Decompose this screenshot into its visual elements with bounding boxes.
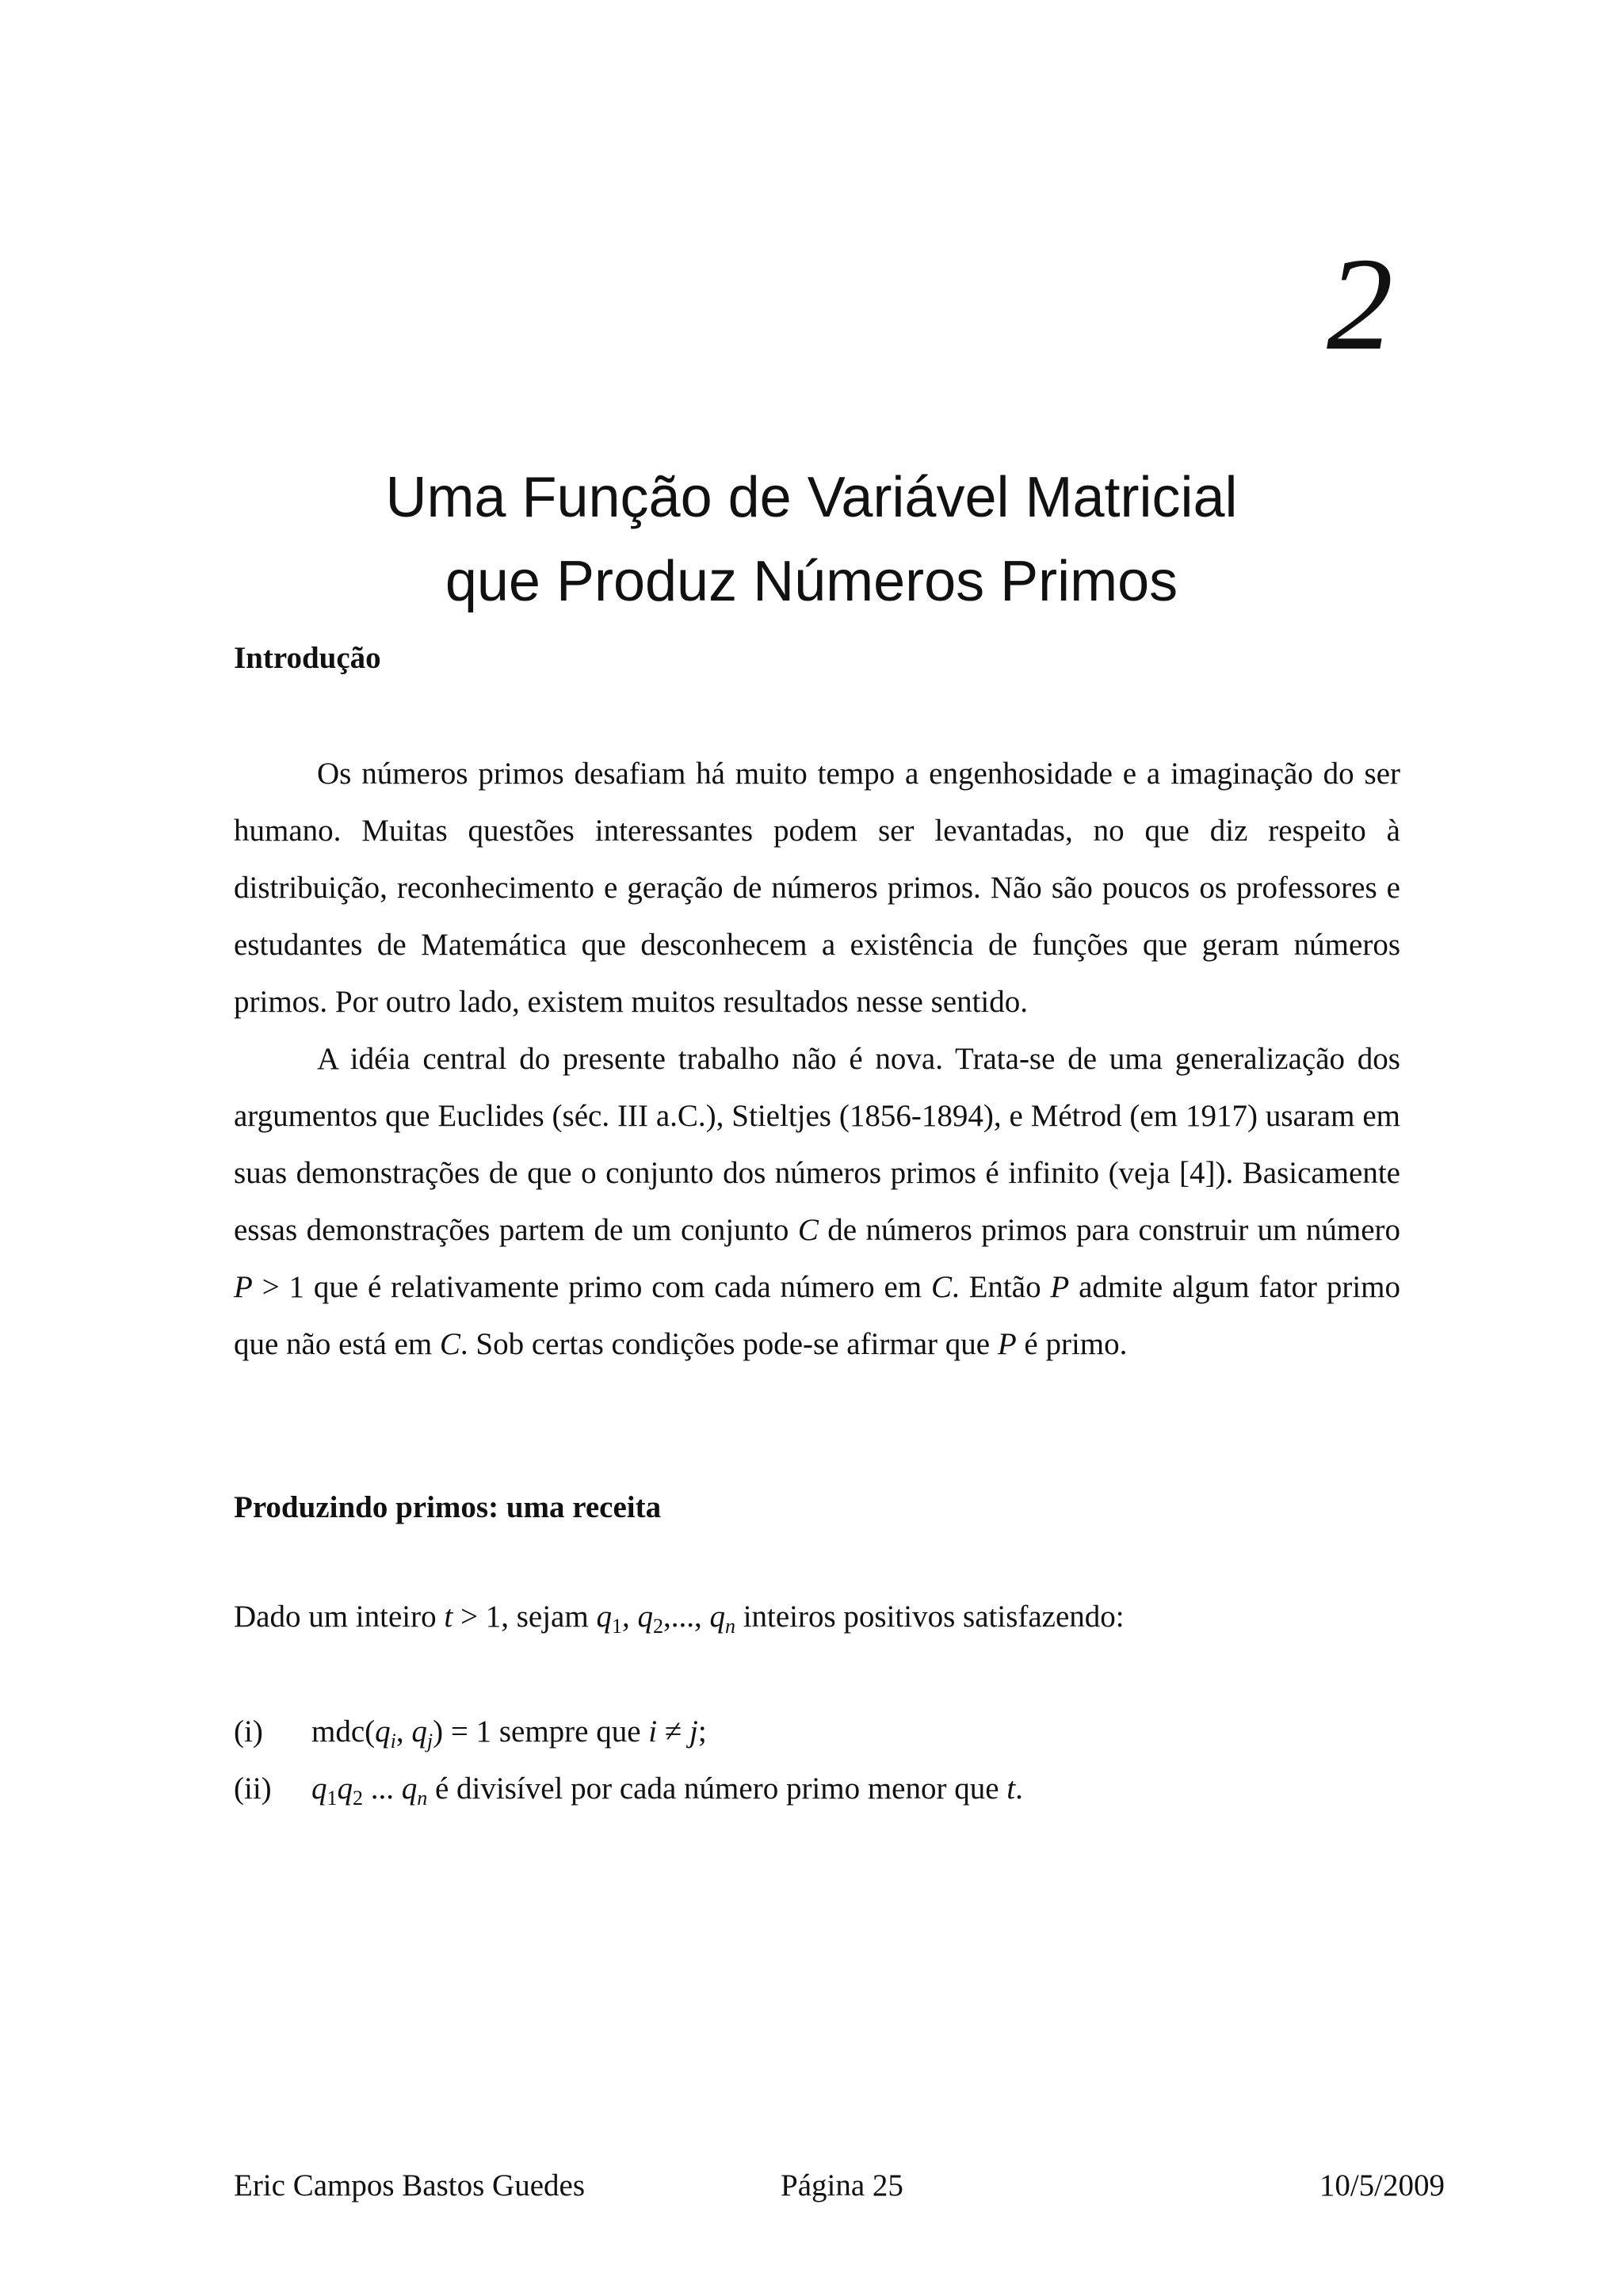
math-var: q bbox=[411, 1714, 427, 1749]
text-run: A idéia central do presente trabalho não é nova. Trata-se de uma generalização dos argumentos que Euclides (séc. III a.C.), Stieltjes (1856-1894), e Métrod (em 1917) usaram em suas demonstrações de que o conjunto dos números primos é infinito (veja [4]). Basicamente essas demonstrações partem de um conjunto bbox=[234, 1042, 1400, 1247]
text-run: , bbox=[621, 1600, 638, 1634]
section-heading-introducao: Introdução bbox=[234, 641, 381, 675]
math-var: t bbox=[444, 1600, 453, 1634]
subscript bbox=[725, 1615, 735, 1638]
condition-label: (i) bbox=[234, 1714, 263, 1749]
footer-date: 10/5/2009 bbox=[1319, 2168, 1445, 2203]
math-var: j bbox=[689, 1714, 698, 1749]
recipe-statement bbox=[234, 1589, 1125, 1646]
subscript: 2 bbox=[353, 1787, 363, 1810]
chapter-title-line-2: que Produz Números Primos bbox=[445, 550, 1178, 613]
text-run: inteiros positivos satisfazendo: bbox=[735, 1600, 1125, 1634]
text-run: mdc( bbox=[311, 1714, 376, 1749]
intro-paragraph-1: Os números primos desafiam há muito tempo a engenhosidade e a imaginação do ser humano. Muitas questões interessantes podem ser levantadas, no que diz respeito à distribuição, reconhecimento e geração de números primos. Não são poucos os professores e estudantes de Matemática que desconhecem a existência de funções que geram números primos. Por outro lado, existem muitos resultados nesse sentido. bbox=[234, 757, 1400, 1019]
subscript bbox=[417, 1787, 427, 1810]
footer-page-number: Página 25 bbox=[781, 2168, 903, 2203]
text-run: Dado um inteiro bbox=[234, 1600, 445, 1634]
intro-paragraph-2 bbox=[234, 1031, 1400, 1373]
text-run: , bbox=[395, 1714, 412, 1749]
math-var: q bbox=[401, 1772, 418, 1806]
math-var: q bbox=[637, 1600, 653, 1634]
text-run: . bbox=[1015, 1772, 1023, 1806]
chapter-number: 2 bbox=[1327, 231, 1393, 378]
math-var: C bbox=[930, 1270, 952, 1304]
math-var: P bbox=[997, 1327, 1017, 1361]
subscript bbox=[391, 1730, 396, 1753]
math-var: P bbox=[234, 1270, 253, 1304]
math-var: t bbox=[1006, 1772, 1016, 1806]
text-run: ≠ bbox=[657, 1714, 690, 1749]
math-var: j bbox=[426, 1730, 433, 1753]
math-var: C bbox=[439, 1327, 460, 1361]
footer-author: Eric Campos Bastos Guedes bbox=[234, 2168, 586, 2203]
text-run: ; bbox=[697, 1714, 707, 1749]
condition-ii bbox=[234, 1760, 1023, 1817]
math-var: q bbox=[709, 1600, 725, 1634]
math-var: i bbox=[648, 1714, 658, 1749]
math-var: C bbox=[797, 1213, 819, 1247]
math-var: P bbox=[1050, 1270, 1070, 1304]
text-run: > 1, sejam bbox=[453, 1600, 597, 1634]
text-run: admite algum fator primo que não está em bbox=[234, 1270, 1401, 1361]
subscript: 1 bbox=[611, 1615, 622, 1638]
math-var: q bbox=[337, 1772, 353, 1806]
math-var: q bbox=[596, 1600, 612, 1634]
section-heading-receita: Produzindo primos: uma receita bbox=[234, 1490, 662, 1524]
math-var: n bbox=[417, 1787, 428, 1810]
condition-label: (ii) bbox=[234, 1772, 272, 1806]
text-run: > 1 que é relativamente primo com cada número em bbox=[252, 1270, 931, 1304]
text-run: . Sob certas condições pode-se afirmar que bbox=[460, 1327, 998, 1361]
chapter-title bbox=[0, 456, 1623, 624]
subscript: 1 bbox=[327, 1787, 338, 1810]
math-var: q bbox=[311, 1772, 327, 1806]
text-run: . Então bbox=[952, 1270, 1051, 1304]
condition-i bbox=[234, 1703, 707, 1760]
intro-body bbox=[234, 746, 1400, 1373]
subscript: 2 bbox=[652, 1615, 663, 1638]
text-run: ,..., bbox=[663, 1600, 710, 1634]
math-var: n bbox=[724, 1615, 735, 1638]
chapter-title-line-1: Uma Função de Variável Matricial bbox=[385, 466, 1238, 529]
text-run: de números primos para construir um número bbox=[818, 1213, 1401, 1247]
text-run: é primo. bbox=[1016, 1327, 1128, 1361]
math-var: i bbox=[390, 1730, 396, 1753]
math-var: q bbox=[375, 1714, 391, 1749]
text-run: é divisível por cada número primo menor que bbox=[427, 1772, 1007, 1806]
text-run: ) = 1 sempre que bbox=[433, 1714, 649, 1749]
text-run: ... bbox=[363, 1772, 402, 1806]
